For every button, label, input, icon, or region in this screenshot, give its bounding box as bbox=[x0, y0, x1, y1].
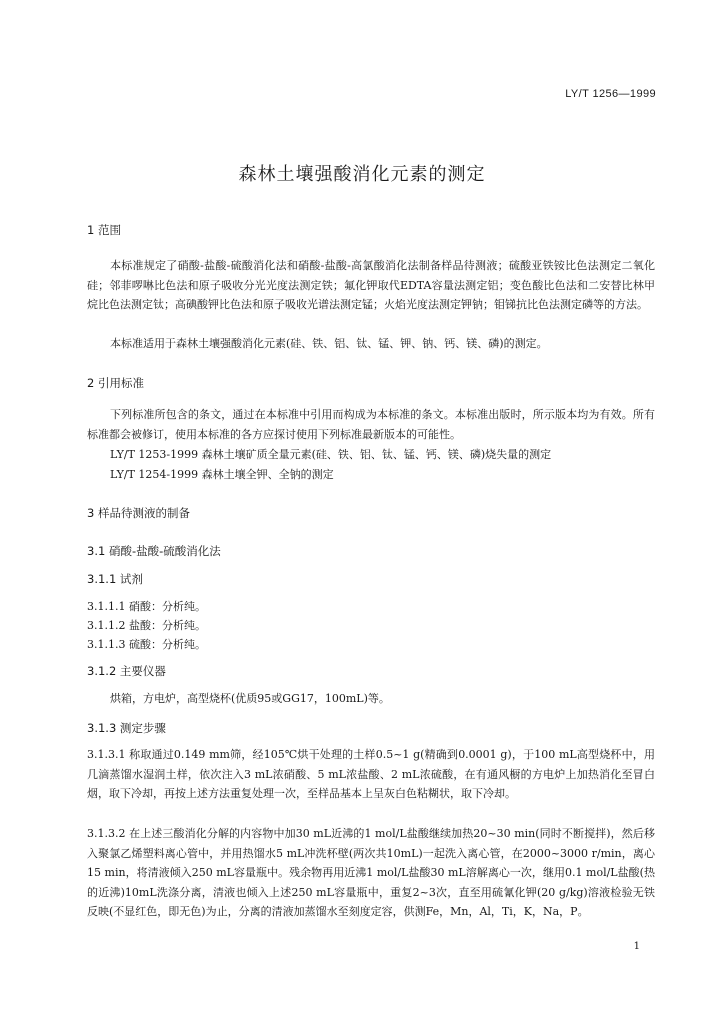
subsection-heading-3-1-2: 3.1.2 主要仪器 bbox=[87, 664, 166, 678]
subsection-heading-3-1-3: 3.1.3 测定步骤 bbox=[87, 721, 166, 735]
reagent-item: 3.1.1.3 硫酸：分析纯。 bbox=[87, 638, 206, 651]
reference-item: LY/T 1253-1999 森林土壤矿质全量元素(硅、铁、铝、钛、锰、钙、镁、磷)烧失量的测定 bbox=[110, 448, 552, 461]
subsection-heading-3-1: 3.1 硝酸-盐酸-硫酸消化法 bbox=[87, 544, 221, 558]
reagent-item: 3.1.1.1 硝酸：分析纯。 bbox=[87, 600, 206, 613]
subsection-heading-3-1-1: 3.1.1 试剂 bbox=[87, 572, 143, 586]
procedure-paragraph-1: 3.1.3.1 称取通过0.149 mm筛，经105℃烘干处理的土样0.5~1 g(精确到0.0001 g)，于100 mL高型烧杯中，用几滴蒸馏水湿润土样，依次注入3 mL浓硝酸、5 mL浓盐酸、2 mL浓硫酸，在有通风橱的方电炉上加热消化至冒白烟，取下冷却，再按上述方法重复处理一次，至样品基本上呈灰白色粘糊状，取下冷却。 bbox=[87, 748, 655, 801]
instrument-text: 烘箱，方电炉，高型烧杯(优质95或GG17，100mL)等。 bbox=[110, 692, 390, 705]
section-heading-scope: 1 范围 bbox=[87, 223, 121, 237]
section-heading-sample-prep: 3 样品待测液的制备 bbox=[87, 506, 190, 520]
page-number: 1 bbox=[633, 941, 640, 952]
procedure-paragraph-2: 3.1.3.2 在上述三酸消化分解的内容物中加30 mL近沸的1 mol/L盐酸继续加热20~30 min(同时不断搅拌)，然后移入聚氯乙烯塑料离心管中，并用热馏水5 mL冲洗杯壁(两次共10mL)一起洗入离心管，在2000~3000 r/min，离心15 min，将清液倾入250 mL容量瓶中。残余物再用近沸1 mol/L盐酸30 mL溶解离心一次，继用0.1 mol/L盐酸(热的近沸)10mL洗涤分离，清液也倾入上述250 mL容量瓶中，重复2~3次，直至用硫氰化钾(20 g/kg)溶液检验无铁反映(不显红色，即无色)为止，分离的清液加蒸馏水至刻度定容，供测Fe，Mn，Al，Ti，K，Na，P。 bbox=[87, 827, 655, 919]
reference-item: LY/T 1254-1999 森林土壤全钾、全钠的测定 bbox=[110, 468, 334, 481]
section-heading-references: 2 引用标准 bbox=[87, 376, 144, 390]
references-paragraph: 下列标准所包含的条文，通过在本标准中引用而构成为本标准的条文。本标准出版时，所示版本均为有效。所有标准都会被修订，使用本标准的各方应探讨使用下列标准最新版本的可能性。 bbox=[87, 408, 655, 441]
standard-code: LY/T 1256—1999 bbox=[565, 88, 656, 100]
document-title: 森林土壤强酸消化元素的测定 bbox=[238, 164, 486, 185]
scope-paragraph-2: 本标准适用于森林土壤强酸消化元素(硅、铁、铝、钛、锰、钾、钠、钙、镁、磷)的测定。 bbox=[110, 337, 548, 350]
scope-paragraph-1: 本标准规定了硝酸-盐酸-硫酸消化法和硝酸-盐酸-高氯酸消化法制备样品待测液；硫酸亚铁铵比色法测定二氧化硅；邻菲啰啉比色法和原子吸收分光光度法测定铁；氟化钾取代EDTA容量法测定铝；变色酸比色法和二安替比林甲烷比色法测定钛；高碘酸钾比色法和原子吸收光谱法测定锰；火焰光度法测定钾钠；钼锑抗比色法测定磷等的方法。 bbox=[87, 259, 655, 312]
reagent-item: 3.1.1.2 盐酸：分析纯。 bbox=[87, 619, 206, 632]
